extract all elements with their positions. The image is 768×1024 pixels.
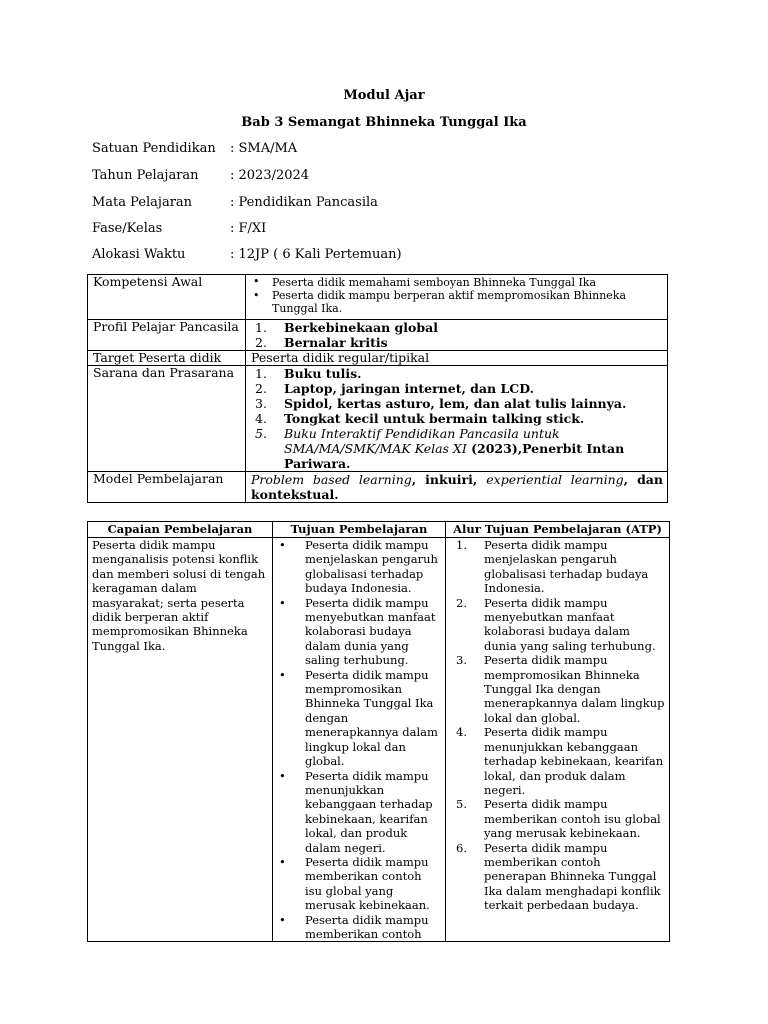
item-text: Tongkat kecil untuk bermain talking stick. [284, 411, 585, 426]
item-text: Peserta didik mampu menjelaskan pengaruh globalisasi terhadap budaya Indonesia. [484, 538, 649, 596]
column-header: Capaian Pembelajaran [88, 522, 273, 538]
list-item: • Peserta didik mampu menunjukkan kebanggaan terhadap kebinekaan, kearifan lokal, dan produk dalam negeri. [277, 769, 442, 855]
row-label: Sarana dan Prasarana [88, 366, 246, 472]
item-number: 4. [456, 725, 467, 740]
row-label: Profil Pelajar Pancasila [88, 320, 246, 351]
book-publisher: (2023),Penerbit Intan Pariwara. [284, 441, 625, 471]
item-number: 1. [456, 538, 467, 552]
item-text: Laptop, jaringan internet, dan LCD. [284, 381, 534, 396]
item-number: 1. [255, 366, 267, 381]
meta-label: Satuan Pendidikan [92, 141, 216, 156]
list-item [450, 596, 666, 654]
meta-value: : Pendidikan Pancasila [230, 195, 378, 210]
list-item: • Peserta didik mampu mempromosikan Bhinneka Tunggal Ika dengan menerapkannya dalam lingkup lokal dan global. [277, 668, 442, 769]
item-text: Peserta didik mampu menyebutkan manfaat kolaborasi budaya dalam dunia yang saling terhubung. [484, 595, 656, 653]
capaian-cell: Peserta didik mampu menganalisis potensi konflik dan memberi solusi di tengah keragaman dalam masyarakat; serta peserta didik berperan aktif mempromosikan Bhinneka Tunggal Ika. [88, 538, 273, 942]
table-row [88, 538, 670, 942]
learning-objectives-table [87, 521, 670, 942]
meta-value: : 12JP ( 6 Kali Pertemuan) [230, 247, 402, 262]
row-value [246, 366, 668, 472]
model-text-italic: Problem based learning [251, 472, 412, 487]
table-row [88, 366, 668, 472]
row-label: Target Peserta didik [88, 351, 246, 366]
item-text: Bernalar kritis [284, 335, 388, 350]
atp-list [450, 538, 666, 913]
row-value [246, 472, 668, 503]
item-number: 5. [456, 797, 467, 812]
item-text: Buku tulis. [284, 366, 362, 381]
model-text-italic: experiential learning [486, 472, 624, 487]
item-number: 2. [255, 335, 267, 350]
list-item [251, 411, 663, 426]
list-item [251, 396, 663, 411]
tujuan-list [277, 538, 442, 941]
item-text: Peserta didik mampu memberikan contoh penerapan Bhinneka Tunggal Ika dalam menghadapi konflik terkait perbedaan budaya. [484, 840, 661, 913]
item-text: Spidol, kertas asturo, lem, dan alat tulis lainnya. [284, 396, 627, 411]
item-number: 1. [255, 320, 267, 335]
list-item: • Peserta didik mampu memberikan contoh [277, 913, 442, 942]
list-item [450, 841, 666, 913]
item-text: Peserta didik mampu mempromosikan Bhinneka Tunggal Ika dengan menerapkannya dalam lingkup lokal dan global. [484, 653, 665, 725]
meta-value: : SMA/MA [230, 141, 298, 156]
list-item: • Peserta didik mampu menyebutkan manfaat kolaborasi budaya dalam dunia yang saling terhubung. [277, 596, 442, 668]
column-header: Tujuan Pembelajaran [273, 522, 446, 538]
item-number: 2. [255, 381, 267, 396]
list-item [251, 320, 663, 335]
item-number: 4. [255, 411, 267, 426]
table-header-row [88, 522, 670, 538]
row-value [246, 320, 668, 351]
table-row [88, 275, 668, 320]
list-item [450, 538, 666, 596]
row-label: Model Pembelajaran [88, 472, 246, 503]
list-item [450, 725, 666, 797]
table-row [88, 320, 668, 351]
item-number: 5. [255, 426, 267, 441]
item-text: Peserta didik mampu menunjukkan kebanggaan terhadap kebinekaan, kearifan lokal, dan produk dalam negeri. [484, 725, 664, 797]
document-title: Modul Ajar [343, 88, 425, 103]
column-header: Alur Tujuan Pembelajaran (ATP) [446, 522, 670, 538]
meta-label: Mata Pelajaran [92, 195, 193, 210]
list-item [251, 335, 663, 350]
row-value [246, 275, 668, 320]
meta-label: Fase/Kelas [92, 221, 163, 236]
model-text: , dan kontekstual. [251, 472, 663, 502]
profil-list [251, 320, 663, 350]
atp-cell [446, 538, 670, 942]
item-number: 3. [255, 396, 267, 411]
sarana-list [251, 366, 663, 471]
row-label: Kompetensi Awal [88, 275, 246, 320]
item-number: 6. [456, 840, 467, 855]
list-item [251, 366, 663, 381]
item-number: 2. [456, 595, 467, 610]
meta-value: : 2023/2024 [230, 168, 310, 183]
list-item: • Peserta didik memahami semboyan Bhinneka Tunggal Ika [251, 275, 663, 289]
tujuan-cell [273, 538, 446, 942]
list-item [450, 653, 666, 725]
list-item [251, 426, 663, 471]
list-item: • Peserta didik mampu menjelaskan pengaruh globalisasi terhadap budaya Indonesia. [277, 538, 442, 596]
item-text: Peserta didik mampu memberikan contoh isu global yang merusak kebinekaan. [484, 797, 661, 841]
kompetensi-list [251, 275, 663, 315]
meta-label: Alokasi Waktu [92, 247, 186, 262]
meta-label: Tahun Pelajaran [92, 168, 199, 183]
item-text: Berkebinekaan global [284, 320, 438, 335]
model-text: , inkuiri, [411, 472, 487, 487]
row-value: Peserta didik regular/tipikal [246, 351, 668, 366]
list-item [450, 797, 666, 840]
list-item: • Peserta didik mampu berperan aktif mempromosikan Bhinneka Tunggal Ika. [251, 289, 663, 315]
table-row [88, 472, 668, 503]
list-item [251, 381, 663, 396]
item-number: 3. [456, 653, 467, 668]
chapter-title: Bab 3 Semangat Bhinneka Tunggal Ika [241, 115, 527, 130]
book-title: Buku Interaktif Pendidikan Pancasila untuk SMA/MA/SMK/MAK Kelas XI [284, 426, 560, 456]
table-row [88, 351, 668, 366]
info-table [87, 274, 668, 503]
meta-value: : F/XI [230, 221, 267, 236]
list-item: • Peserta didik mampu memberikan contoh isu global yang merusak kebinekaan. [277, 855, 442, 913]
